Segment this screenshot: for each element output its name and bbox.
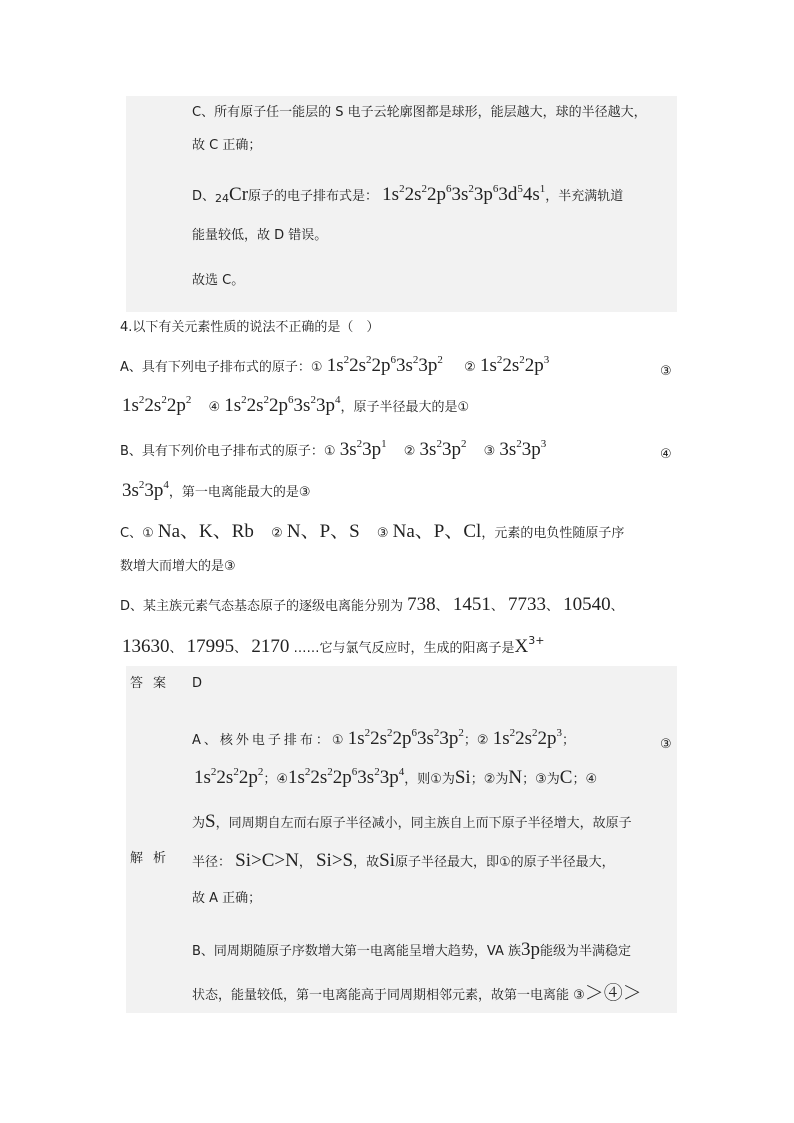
cr-symbol: Cr xyxy=(229,184,249,205)
prev-d-suffix: ，半充满轨道 xyxy=(545,189,624,204)
analysis-a-line1: A、核外电子排布：① $1s^22s^22p^63s^23p^2$；② $1s^22s^22p^3$； xyxy=(192,727,576,749)
option-a-line2: $1s^22s^22p^2$ ④ $1s^22s^22p^63s^23p^4$，原子半径最大的是① xyxy=(122,394,470,416)
analysis-config-2: $1s^22s^22p^3$ xyxy=(492,727,563,749)
group-3: Na、P、Cl xyxy=(392,521,482,542)
prev-d-line1 xyxy=(192,185,623,204)
si-symbol-2: Si xyxy=(379,850,395,871)
group-1: Na、K、Rb xyxy=(157,521,254,542)
radius-compare-2: Si>S xyxy=(315,850,354,871)
analysis-a-line3-text: ，同周期自左而右原子半径减小，同主族自上而下原子半径增大，故原子 xyxy=(215,816,632,831)
group-2: N、P、S xyxy=(286,521,360,542)
prev-d-middle: 原子的电子排布式是： xyxy=(248,189,379,204)
sep: 、 xyxy=(169,641,183,656)
analysis-a-4: ；④ xyxy=(572,772,598,787)
ie-6: 17995 xyxy=(186,636,235,657)
answer-analysis-box xyxy=(126,666,677,1013)
analysis-b-tail: 能级为半满稳定 xyxy=(540,944,632,959)
sep: 、 xyxy=(545,599,559,614)
sep: 、 xyxy=(234,641,248,656)
ie-3: 7733 xyxy=(507,594,546,615)
analysis-a-gu: ，故 xyxy=(353,855,380,870)
ion-charge: 3+ xyxy=(528,634,545,647)
analysis-a-line4: 半径： Si>C>N， Si>S，故Si原子半径最大，即①的原子半径最大， xyxy=(192,850,615,871)
prev-c-line1: C、所有原子任一能层的 S 电子云轮廓图都是球形，能层越大，球的半径越大， xyxy=(192,105,647,120)
analysis-label: 解析 xyxy=(130,851,177,866)
cr-atomic-number: 24 xyxy=(215,192,230,205)
sep: 、 xyxy=(490,599,504,614)
analysis-b-line1 xyxy=(192,940,631,959)
si-symbol: Si xyxy=(454,767,471,788)
option-b-tail: ，第一电离能最大的是③ xyxy=(168,485,311,500)
option-c-line2: 数增大而增大的是③ xyxy=(120,559,236,574)
valence-1: $3s^23p^1$ xyxy=(339,438,387,460)
option-b-line2 xyxy=(122,481,311,500)
analysis-a-line3 xyxy=(192,812,632,831)
analysis-a-line2: $1s^22s^22p^2$；$④1s^22s^22p^63s^23p^4$，则①为Si；②为N；③为C；④ xyxy=(194,766,598,788)
analysis-b-lead: B、同周期随原子序数增大第一电离能呈增大趋势，VA 族 xyxy=(192,944,522,959)
option-c-line1: C、① Na、K、Rb ② N、P、S ③ Na、P、Cl，元素的电负性随原子序 xyxy=(120,521,625,542)
ie-1: 738 xyxy=(407,594,436,615)
valence-4: $3s^23p^4$ xyxy=(122,479,169,501)
config-4: $1s^22s^22p^63s^23p^4$ xyxy=(224,394,341,416)
ie-4: 10540 xyxy=(563,594,611,615)
prev-d-prefix: D、 xyxy=(192,189,216,204)
prev-c-line2: 故 C 正确； xyxy=(192,138,262,153)
config-3: $1s^22s^22p^2$ xyxy=(122,394,192,416)
orbital-3p: 3p xyxy=(521,939,541,960)
option-a-line1: A、具有下列电子排布式的原子：① $1s^22s^22p^63s^23p^2$ ② $1s^22s^22p^3$ xyxy=(120,354,550,376)
option-a-lead: A、具有下列电子排布式的原子： xyxy=(120,360,311,375)
config-1: $1s^22s^22p^63s^23p^2$ xyxy=(326,354,443,376)
option-d-lead: D、某主族元素气态基态原子的逐级电离能分别为 xyxy=(120,599,404,614)
option-a-tail: ，原子半径最大的是① xyxy=(340,400,470,415)
answer-label: 答案 xyxy=(130,676,177,691)
analysis-a-2: ；②为 xyxy=(470,772,509,787)
option-c-tail: ，元素的电负性随原子序 xyxy=(481,526,625,541)
option-c-lead: C、 xyxy=(120,526,143,541)
sep: 、 xyxy=(610,599,624,614)
analysis-a-is: 为 xyxy=(192,816,206,831)
analysis-a-line5: 故 A 正确； xyxy=(192,891,262,906)
n-symbol: N xyxy=(508,767,523,788)
valence-3: $3s^23p^3$ xyxy=(499,438,547,460)
cr-configuration: $1s^22s^22p^63s^23p^63d^54s^1$ xyxy=(382,183,546,205)
ionization-order: ＞④＞ xyxy=(584,983,642,1004)
ie-7: 2170 xyxy=(251,636,290,657)
analysis-config-4: $1s^22s^22p^63s^23p^4$ xyxy=(287,766,405,788)
radius-compare-1: Si>C>N xyxy=(235,850,299,871)
prev-d-line2: 能量较低，故 D 错误。 xyxy=(192,228,328,243)
analysis-b-line2 xyxy=(192,984,642,1003)
prev-conclusion: 故选 C。 xyxy=(192,273,245,288)
analysis-a-lead: A、核外电子排布： xyxy=(192,733,332,748)
sep: 、 xyxy=(435,599,449,614)
option-a-circle3: ③ xyxy=(660,364,672,379)
ion-symbol: X xyxy=(514,636,529,657)
analysis-config-1: $1s^22s^22p^63s^23p^2$ xyxy=(347,727,464,749)
analysis-config-3: $1s^22s^22p^2$ xyxy=(194,766,264,788)
analysis-a-3: ；③为 xyxy=(522,772,560,787)
ie-2: 1451 xyxy=(452,594,491,615)
option-d-mid: ……它与氯气反应时，生成的阳离子是 xyxy=(293,641,515,656)
question-stem: 4.以下有关元素性质的说法不正确的是（ ） xyxy=(120,320,380,335)
analysis-a-circle3: ③ xyxy=(660,737,672,752)
analysis-a-radius: 半径： xyxy=(192,855,232,870)
option-d-line1 xyxy=(120,595,624,614)
option-d-line2 xyxy=(122,634,545,657)
option-b-lead: B、具有下列价电子排布式的原子： xyxy=(120,444,324,459)
s-symbol: S xyxy=(205,811,216,832)
analysis-a-then: ，则①为 xyxy=(404,772,455,787)
analysis-b-line2-text: 状态，能量较低，第一电离能高于同周期相邻元素，故第一电离能 ③ xyxy=(192,988,585,1003)
answer-value: D xyxy=(192,676,203,691)
config-2: $1s^22s^22p^3$ xyxy=(479,354,550,376)
ie-5: 13630 xyxy=(122,636,170,657)
option-b-line1: B、具有下列价电子排布式的原子：① $3s^23p^1$ ② $3s^23p^2$ ③ $3s^23p^3$ xyxy=(120,438,547,460)
option-b-circle4: ④ xyxy=(660,447,672,462)
analysis-a-max: 原子半径最大，即①的原子半径最大， xyxy=(394,855,615,870)
valence-2: $3s^23p^2$ xyxy=(419,438,467,460)
c-symbol: C xyxy=(559,767,573,788)
